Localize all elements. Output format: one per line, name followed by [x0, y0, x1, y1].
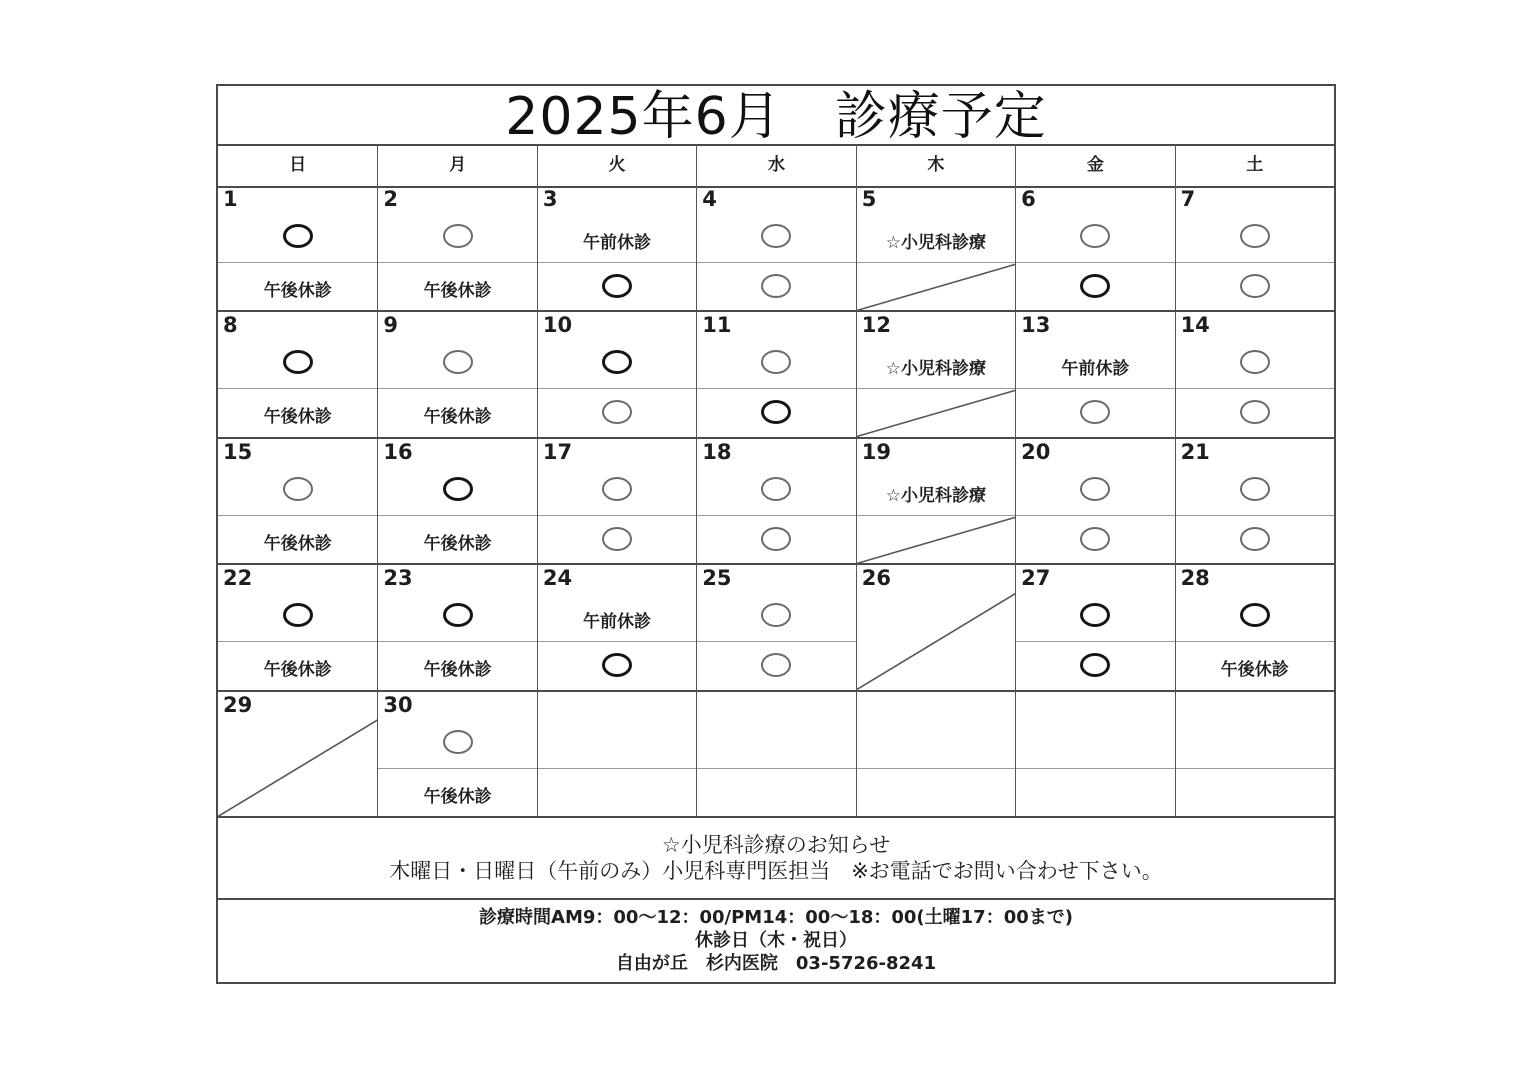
weekday-label: 金 [1015, 144, 1174, 186]
am-open-mark [538, 467, 696, 515]
day-number: 9 [383, 313, 399, 338]
am-note [538, 214, 696, 262]
day-number: 18 [702, 439, 732, 464]
am-open-mark [1016, 214, 1174, 262]
day-number: 1 [223, 187, 238, 211]
open-circle-icon [1240, 603, 1270, 627]
am-pm-divider [1016, 515, 1174, 516]
pm-note-text: 午後休診 [423, 533, 492, 554]
pm-open-mark [1176, 390, 1334, 436]
open-circle-icon [761, 603, 791, 627]
am-pm-divider [697, 262, 855, 263]
day-number: 16 [383, 439, 413, 464]
pm-note [218, 643, 377, 689]
open-circle-icon [602, 653, 632, 677]
weekday-label: 火 [537, 144, 696, 186]
am-pm-divider [1016, 768, 1174, 769]
slash-line [218, 720, 377, 816]
closed-days: 休診日（木・祝日） [695, 930, 857, 951]
pm-note-text: 午後休診 [263, 281, 332, 301]
day-cell [696, 312, 855, 438]
day-number: 23 [383, 566, 413, 591]
pm-note-text: 午後休診 [1220, 660, 1289, 681]
am-pm-divider [378, 262, 536, 263]
clinic-info [218, 898, 1334, 982]
am-open-mark [218, 214, 377, 262]
open-circle-icon [283, 477, 313, 501]
open-circle-icon [443, 350, 473, 374]
day-number: 10 [542, 313, 573, 338]
open-circle-icon [761, 477, 791, 501]
am-pm-divider [1016, 388, 1174, 389]
am-pm-divider [1176, 515, 1334, 516]
day-cell [218, 312, 377, 438]
open-circle-icon [1080, 653, 1110, 677]
am-note-text: 午前休診 [583, 612, 652, 633]
day-cell [696, 186, 855, 312]
day-cell [856, 565, 1015, 691]
page-title: 2025年6月 診療予定 [218, 86, 1334, 146]
open-circle-icon [602, 527, 632, 551]
day-cell [856, 439, 1015, 565]
pm-note [378, 517, 536, 563]
weekday-label: 月 [377, 144, 536, 186]
day-cell [218, 186, 377, 312]
am-pm-divider [697, 388, 855, 389]
day-number: 28 [1180, 566, 1210, 591]
am-pm-divider [538, 388, 696, 389]
am-pm-divider [378, 388, 536, 389]
weekday-label: 日 [289, 155, 307, 175]
slash-line [857, 593, 1015, 689]
am-pm-divider [697, 641, 855, 642]
am-open-mark [697, 467, 855, 515]
am-pm-divider [538, 768, 696, 769]
open-circle-icon [1080, 477, 1110, 501]
notice-text: 木曜日・日曜日（午前のみ）小児科専門医担当 ※お電話でお問い合わせ下さい。 [389, 859, 1163, 883]
am-note-text: ☆小児科診療 [885, 359, 987, 380]
am-note-text: 午前休診 [583, 233, 652, 253]
am-pm-divider [538, 262, 696, 263]
pm-note-text: 午後休診 [423, 281, 492, 301]
open-circle-icon [1240, 400, 1270, 424]
clinic-hours: 診療時間AM9：00～12：00/PM14：00～18：00(土曜17：00まで) [479, 907, 1073, 928]
am-open-mark [697, 340, 855, 388]
day-number: 26 [861, 566, 891, 591]
open-circle-icon [761, 653, 791, 677]
closed-slash-line [218, 692, 377, 818]
open-circle-icon [602, 400, 632, 424]
day-number: 13 [1021, 313, 1051, 338]
am-open-mark [1176, 467, 1334, 515]
day-number: 24 [542, 566, 573, 591]
am-open-mark [378, 720, 536, 768]
pm-note [378, 770, 536, 816]
open-circle-icon [602, 350, 632, 374]
day-number: 20 [1021, 439, 1051, 464]
weekday-label: 木 [856, 144, 1015, 186]
am-note [1016, 340, 1174, 388]
am-note [857, 467, 1015, 515]
am-pm-divider [378, 641, 536, 642]
open-circle-icon [443, 730, 473, 754]
day-cell [696, 565, 855, 691]
slash-line [857, 264, 1015, 310]
open-circle-icon [283, 350, 313, 374]
am-open-mark [1176, 340, 1334, 388]
pm-open-mark [538, 390, 696, 436]
day-cell [1015, 312, 1174, 438]
day-number: 12 [861, 313, 891, 338]
open-circle-icon [1080, 224, 1110, 248]
pm-note-text: 午後休診 [263, 407, 332, 428]
day-cell [1175, 439, 1334, 565]
am-open-mark [218, 340, 377, 388]
am-pm-divider [1176, 388, 1334, 389]
day-cell [1015, 439, 1174, 565]
pm-note-text: 午後休診 [423, 786, 492, 807]
open-circle-icon [761, 527, 791, 551]
open-circle-icon [1240, 274, 1270, 298]
am-open-mark [378, 467, 536, 515]
pm-note-text: 午後休診 [423, 660, 492, 681]
day-cell [377, 565, 536, 691]
open-circle-icon [761, 274, 791, 298]
am-open-mark [378, 340, 536, 388]
pm-note [378, 264, 536, 310]
pm-open-mark [1016, 517, 1174, 563]
day-number: 6 [1021, 187, 1036, 211]
am-note [857, 340, 1015, 388]
am-open-mark [538, 340, 696, 388]
open-circle-icon [443, 477, 473, 501]
am-open-mark [378, 593, 536, 641]
day-cell [218, 439, 377, 565]
pediatric-notice [218, 818, 1334, 900]
weekday-header [218, 144, 1334, 188]
am-open-mark [1176, 593, 1334, 641]
day-cell [696, 692, 855, 818]
open-circle-icon [1240, 527, 1270, 551]
pm-open-mark [697, 643, 855, 689]
am-open-mark [1176, 214, 1334, 262]
day-number: 2 [383, 187, 399, 211]
day-cell [218, 565, 377, 691]
slash-line [857, 517, 1015, 563]
closed-slash-line [857, 565, 1015, 691]
day-cell [1015, 565, 1174, 691]
pm-note [378, 390, 536, 436]
open-circle-icon [1080, 603, 1110, 627]
am-open-mark [1016, 593, 1174, 641]
am-pm-divider [378, 515, 536, 516]
day-number: 21 [1180, 439, 1210, 464]
pm-open-mark [1016, 390, 1174, 436]
day-number: 5 [861, 187, 877, 211]
open-circle-icon [1240, 350, 1270, 374]
open-circle-icon [1240, 477, 1270, 501]
day-cell [1175, 186, 1334, 312]
open-circle-icon [761, 400, 791, 424]
clinic-name-phone: 自由が丘 杉内医院 03-5726-8241 [615, 953, 937, 974]
pm-open-mark [697, 264, 855, 310]
pm-open-mark [1176, 517, 1334, 563]
day-number: 27 [1021, 566, 1051, 591]
day-cell [1175, 312, 1334, 438]
pm-open-mark [1016, 264, 1174, 310]
calendar-sheet [216, 84, 1336, 984]
open-circle-icon [283, 224, 313, 248]
day-number: 17 [542, 439, 573, 464]
am-pm-divider [1176, 768, 1334, 769]
pm-open-mark [697, 390, 855, 436]
open-circle-icon [1080, 274, 1110, 298]
day-cell [537, 312, 696, 438]
open-circle-icon [283, 603, 313, 627]
am-note [538, 593, 696, 641]
am-note [857, 214, 1015, 262]
day-cell [1015, 692, 1174, 818]
day-number: 14 [1180, 313, 1210, 338]
open-circle-icon [443, 603, 473, 627]
day-cell [377, 312, 536, 438]
pm-note [1176, 643, 1334, 689]
open-circle-icon [602, 274, 632, 298]
pm-open-mark [1016, 643, 1174, 689]
day-number: 15 [223, 439, 253, 464]
am-open-mark [218, 593, 377, 641]
am-pm-divider [697, 768, 855, 769]
am-open-mark [218, 467, 377, 515]
day-cell [377, 692, 536, 818]
am-pm-divider [538, 515, 696, 516]
pm-open-mark [697, 517, 855, 563]
day-cell [1175, 692, 1334, 818]
pm-note-text: 午後休診 [263, 660, 332, 681]
day-number: 11 [702, 313, 732, 338]
day-number: 4 [702, 187, 717, 211]
am-open-mark [697, 214, 855, 262]
am-open-mark [378, 214, 536, 262]
day-number: 25 [702, 566, 732, 591]
pm-note-text: 午後休診 [423, 407, 492, 428]
calendar-grid [218, 186, 1334, 818]
am-pm-divider [218, 515, 377, 516]
day-number: 7 [1180, 187, 1196, 211]
pm-note [218, 517, 377, 563]
am-open-mark [697, 593, 855, 641]
open-circle-icon [443, 224, 473, 248]
open-circle-icon [1080, 400, 1110, 424]
pm-open-mark [538, 264, 696, 310]
day-cell [218, 692, 377, 818]
am-pm-divider [218, 262, 377, 263]
pm-note [218, 264, 377, 310]
am-pm-divider [1176, 641, 1334, 642]
am-pm-divider [1016, 641, 1174, 642]
am-pm-divider [538, 641, 696, 642]
am-note-text: 午前休診 [1061, 359, 1130, 380]
open-circle-icon [761, 350, 791, 374]
day-cell [856, 692, 1015, 818]
day-cell [377, 439, 536, 565]
day-cell [856, 312, 1015, 438]
pm-open-mark [538, 643, 696, 689]
pm-note-text: 午後休診 [263, 533, 332, 554]
day-number: 22 [223, 566, 253, 591]
slash-line [857, 390, 1015, 436]
am-pm-divider [857, 768, 1015, 769]
day-cell [1175, 565, 1334, 691]
weekday-label: 土 [1175, 144, 1334, 186]
weekday-label: 水 [696, 144, 855, 186]
am-pm-divider [697, 515, 855, 516]
day-number: 3 [542, 187, 558, 211]
day-number: 30 [383, 692, 413, 717]
open-circle-icon [602, 477, 632, 501]
pm-open-mark [538, 517, 696, 563]
day-number: 8 [223, 313, 238, 338]
day-cell [537, 186, 696, 312]
day-cell [377, 186, 536, 312]
day-number: 29 [223, 692, 253, 717]
am-pm-divider [378, 768, 536, 769]
day-cell [537, 439, 696, 565]
day-cell [856, 186, 1015, 312]
am-note-text: ☆小児科診療 [885, 233, 987, 253]
open-circle-icon [1240, 224, 1270, 248]
am-open-mark [1016, 467, 1174, 515]
day-cell [696, 439, 855, 565]
day-cell [537, 565, 696, 691]
am-pm-divider [1176, 262, 1334, 263]
am-note-text: ☆小児科診療 [885, 485, 987, 506]
pm-open-mark [1176, 264, 1334, 310]
pm-note [378, 643, 536, 689]
notice-heading: ☆小児科診療のお知らせ [661, 833, 891, 857]
open-circle-icon [1080, 527, 1110, 551]
am-pm-divider [218, 641, 377, 642]
am-pm-divider [218, 388, 377, 389]
open-circle-icon [761, 224, 791, 248]
am-pm-divider [1016, 262, 1174, 263]
day-cell [537, 692, 696, 818]
day-cell [1015, 186, 1174, 312]
day-number: 19 [861, 439, 891, 464]
pm-note [218, 390, 377, 436]
